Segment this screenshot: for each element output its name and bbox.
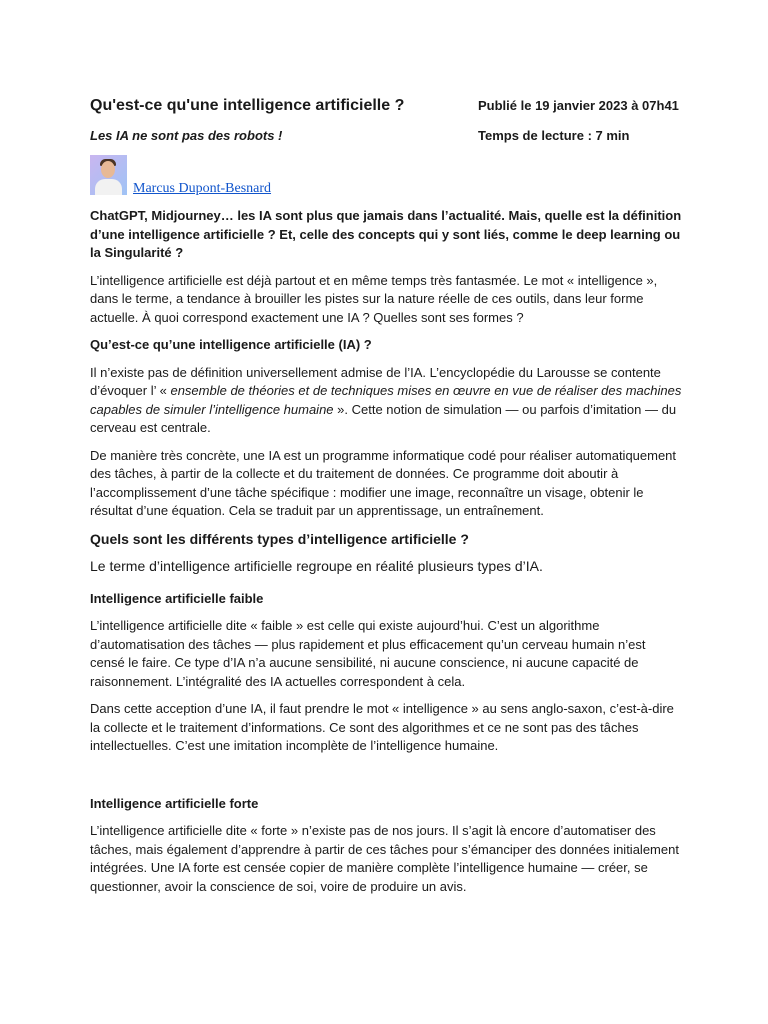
article-subtitle: Les IA ne sont pas des robots ! bbox=[90, 128, 283, 143]
paragraph: L’intelligence artificielle est déjà partout et en même temps très fantasmée. Le mot « intelligence », dans le terme, a tendance à brouiller les pistes sur la nature réelle de ces outils, dans leur forme actuelle. À quoi correspond exactement une IA ? Quelles sont ses formes ? bbox=[90, 272, 658, 325]
article-title: Qu'est-ce qu'une intelligence artificielle ? bbox=[90, 97, 405, 114]
lead-paragraph: ChatGPT, Midjourney… les IA sont plus que jamais dans l’actualité. Mais, quelle est la définition d’une intelligence artificielle ? Et, celle des concepts qui y sont liés, comme le deep learning ou la Singularité ? bbox=[90, 208, 682, 260]
paragraph: L’intelligence artificielle dite « forte » n’existe pas de nos jours. Il s’agit là encore d’automatiser des tâches, mais également d’apprendre à partir de ces tâches pour s’émanciper des données initialement intégrées. Une IA forte est censée copier de manière complète l’intelligence humaine — créer, se questionner, avoir la conscience de soi, voire de produire un avis. bbox=[90, 823, 679, 894]
reading-time: Temps de lecture : 7 min bbox=[478, 128, 630, 143]
section-heading-types: Quels sont les différents types d’intelligence artificielle ? bbox=[90, 530, 469, 547]
article-body bbox=[90, 207, 682, 905]
paragraph: L’intelligence artificielle dite « faible » est celle qui existe aujourd’hui. C’est un algorithme d’automatisation des tâches — plus rapidement et plus efficacement qu’un cerveau humain n’est censé le faire. Ce type d’IA n’a aucune sensibilité, ni aucune conscience, ni aucune capacité de raisonnement. L’intégralité des IA actuelles correspondent à cela. bbox=[90, 618, 646, 689]
larousse-quote: ensemble de théories et de techniques mises en œuvre en vue de réaliser des machines capables de simuler l’intelligence humaine bbox=[90, 383, 682, 417]
section-heading-definition: Qu’est-ce qu’une intelligence artificielle (IA) ? bbox=[90, 337, 372, 352]
published-date: Publié le 19 janvier 2023 à 07h41 bbox=[478, 98, 679, 113]
paragraph: Dans cette acception d’une IA, il faut prendre le mot « intelligence » au sens anglo-saxon, c’est-à-dire la collecte et le traitement d’informations. Ce sont des algorithmes et ce ne sont pas des tâches intellectuelles. C’est une imitation incomplète de l’intelligence humaine. bbox=[90, 701, 674, 753]
section-heading-forte: Intelligence artificielle forte bbox=[90, 795, 259, 811]
paragraph-definition: Il n’existe pas de définition universellement admise de l’IA. L’encyclopédie du Larousse se contente d’évoquer l’ « ensemble de théories et de techniques mises en œuvre en vue de réaliser des machines capables de simuler l’intelligence humaine ». Cette notion de simulation — ou parfois d’imitation — du cerveau est centrale. bbox=[90, 364, 682, 435]
author-link[interactable]: Marcus Dupont-Besnard bbox=[133, 181, 272, 196]
section-heading-faible: Intelligence artificielle faible bbox=[90, 590, 264, 606]
paragraph-types: Le terme d’intelligence artificielle regroupe en réalité plusieurs types d’IA. bbox=[90, 558, 543, 574]
paragraph: De manière très concrète, une IA est un programme informatique codé pour réaliser automatiquement des tâches, à partir de la collecte et du traitement de données. Ce programme doit aboutir à l’accomplissement d’une tâche spécifique : modifier une image, reconnaître un visage, obtenir le résultat d’une équation. Cela se traduit par un apprentissage, un entraînement. bbox=[90, 447, 677, 518]
author-avatar bbox=[90, 155, 127, 195]
